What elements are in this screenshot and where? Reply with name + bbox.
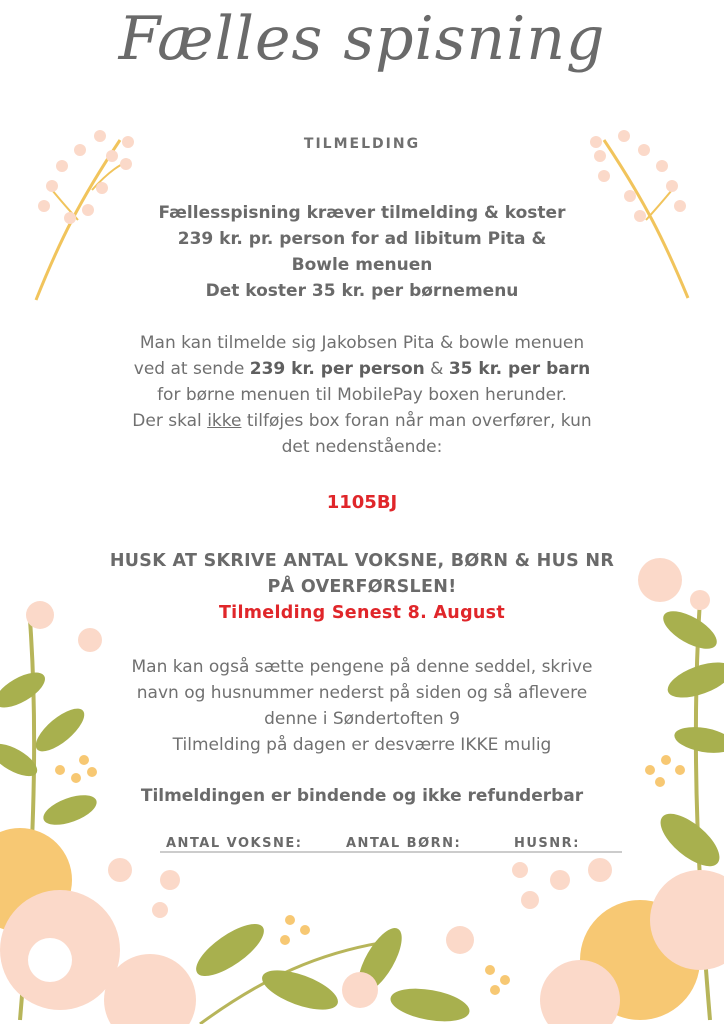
intro-line: 239 kr. pr. person for ad libitum Pita &: [177, 229, 547, 249]
field-adults: ANTAL VOKSNE:: [166, 836, 303, 851]
intro-line: Fællesspisning kræver tilmelding & koster: [158, 203, 566, 223]
emphasis-ikke: ikke: [207, 411, 242, 431]
reminder-line: PÅ OVERFØRSLEN!: [267, 577, 457, 597]
intro-line: Det koster 35 kr. per børnemenu: [205, 281, 519, 301]
payment-instructions: [100, 330, 624, 460]
binding-note: Tilmeldingen er bindende og ikke refunderbar: [140, 786, 584, 806]
text-fragment: &: [424, 359, 449, 379]
cash-line: navn og husnummer nederst på siden og så aflevere: [136, 683, 588, 703]
payment-line: Man kan tilmelde sig Jakobsen Pita & bowle menuen: [139, 333, 585, 353]
payment-line: [100, 356, 624, 382]
mobilepay-code: 1105BJ: [326, 492, 398, 513]
reminder-line: HUSK AT SKRIVE ANTAL VOKSNE, BØRN & HUS NR: [109, 551, 615, 571]
cash-line: Man kan også sætte pengene på denne seddel, skrive: [131, 657, 593, 677]
cash-line: Tilmelding på dagen er desværre IKKE mulig: [172, 735, 552, 755]
text-fragment: ved at sende: [133, 359, 250, 379]
text-fragment: Der skal: [132, 411, 208, 431]
deadline: Tilmelding Senest 8. August: [218, 603, 506, 623]
cash-instructions: [100, 654, 624, 758]
field-house: HUSNR:: [514, 836, 580, 851]
intro-text: [100, 200, 624, 304]
bottom-foliage-icon: [189, 915, 510, 1024]
cash-line: denne i Søndertoften 9: [264, 709, 460, 729]
section-heading: TILMELDING: [303, 136, 421, 152]
reminder: [100, 548, 624, 626]
field-children: ANTAL BØRN:: [346, 836, 462, 851]
payment-line: [100, 408, 624, 434]
payment-line: for børne menuen til MobilePay boxen herunder.: [157, 385, 567, 405]
intro-line: Bowle menuen: [291, 255, 433, 275]
child-price: 35 kr. per barn: [448, 359, 591, 379]
page-title: Fælles spisning: [118, 4, 606, 74]
payment-line: det nedenstående:: [281, 437, 443, 457]
adult-price: 239 kr. per person: [249, 359, 425, 379]
text-fragment: tilføjes box foran når man overfører, kun: [241, 411, 592, 431]
